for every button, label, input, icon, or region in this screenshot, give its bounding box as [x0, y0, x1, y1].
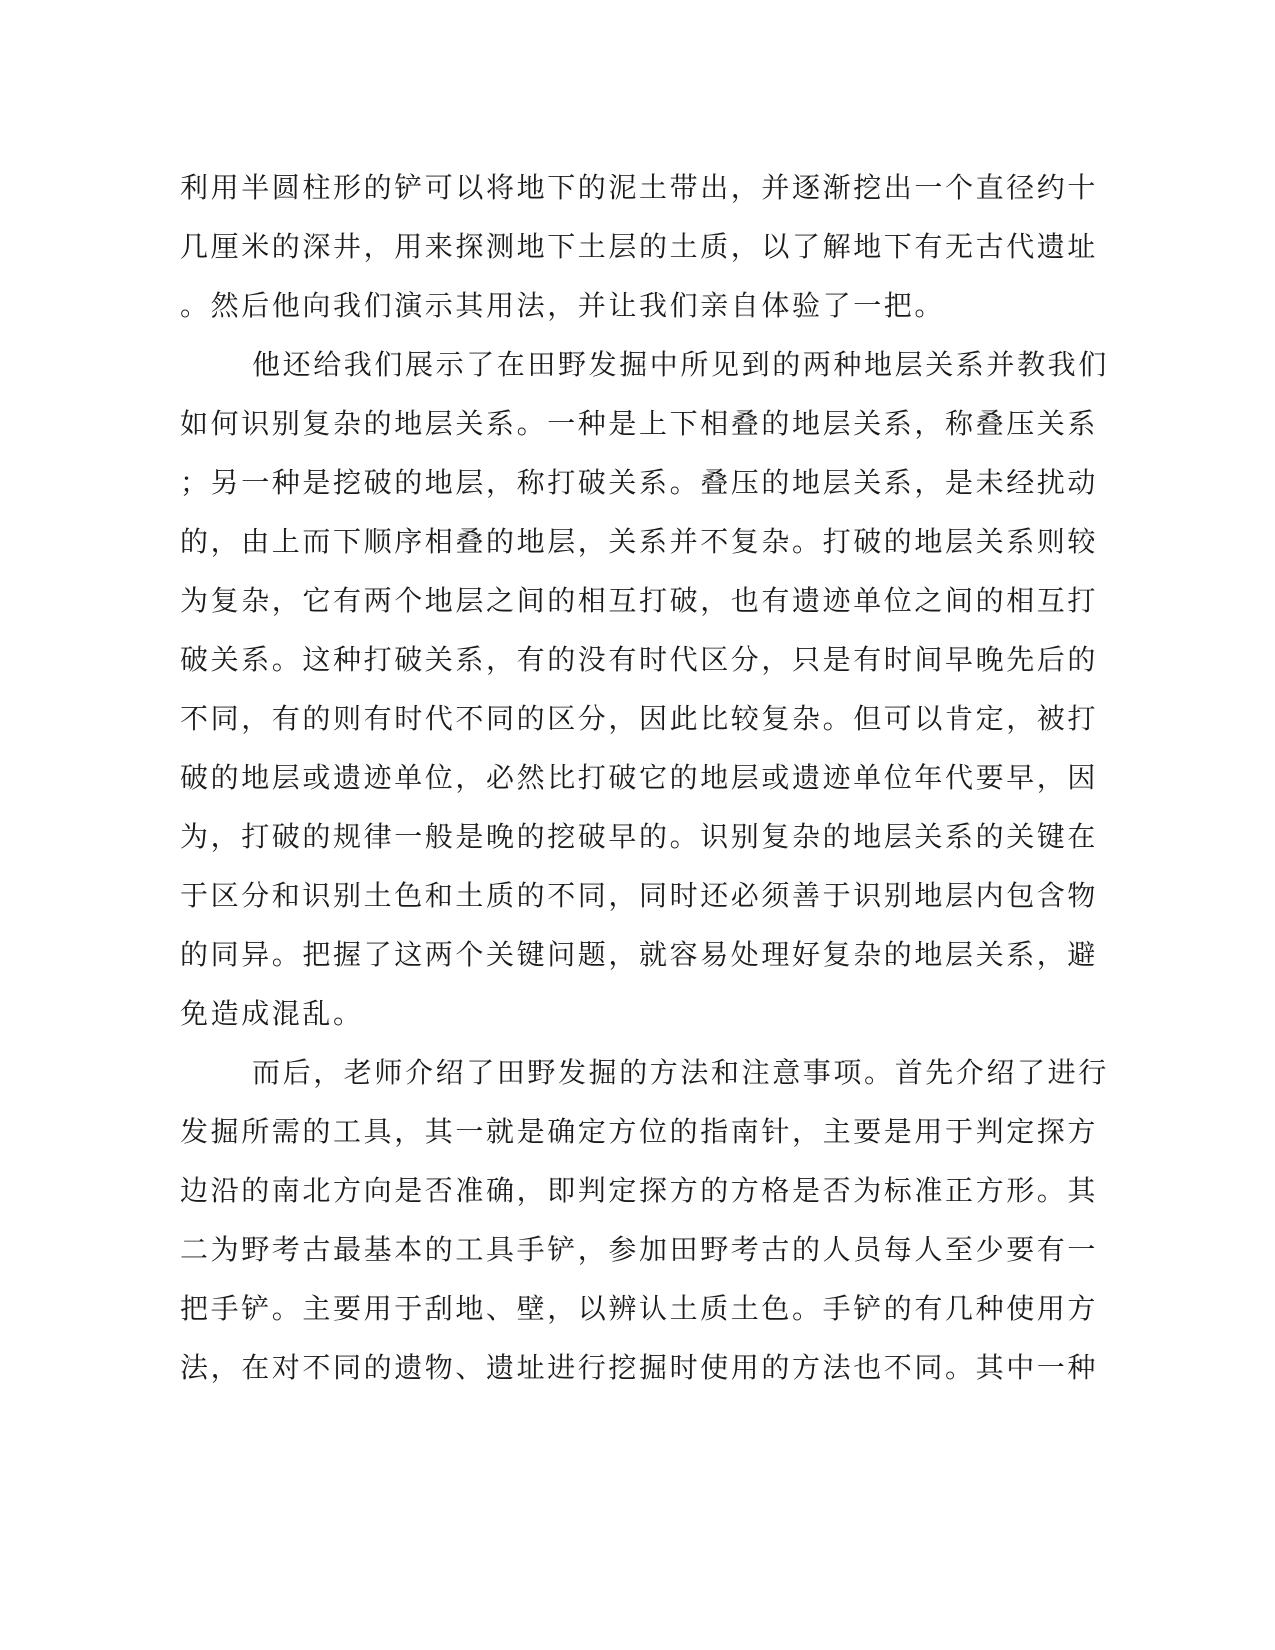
text-line: 法，在对不同的遗物、遗址进行挖掘时使用的方法也不同。其中一种: [180, 1351, 1099, 1384]
text-line: 二为野考古最基本的工具手铲，参加田野考古的人员每人至少要有一: [180, 1233, 1099, 1266]
text-line: 把手铲。主要用于刮地、壁，以辨认土质土色。手铲的有几种使用方: [180, 1292, 1099, 1325]
text-line: 的同异。把握了这两个关键问题，就容易处理好复杂的地层关系，避: [180, 938, 1099, 971]
text-line: 他还给我们展示了在田野发掘中所见到的两种地层关系并教我们: [252, 348, 1109, 381]
text-line: 而后，老师介绍了田野发掘的方法和注意事项。首先介绍了进行: [252, 1056, 1109, 1089]
text-line: 利用半圆柱形的铲可以将地下的泥土带出，并逐渐挖出一个直径约十: [180, 171, 1099, 204]
text-line: 破的地层或遗迹单位，必然比打破它的地层或遗迹单位年代要早，因: [180, 761, 1099, 794]
text-line: 。然后他向我们演示其用法，并让我们亲自体验了一把。: [180, 289, 946, 322]
text-line: ；另一种是挖破的地层，称打破关系。叠压的地层关系，是未经扰动: [180, 466, 1099, 499]
text-line: 几厘米的深井，用来探测地下土层的土质，以了解地下有无古代遗址: [180, 230, 1099, 263]
text-line: 的，由上而下顺序相叠的地层，关系并不复杂。打破的地层关系则较: [180, 525, 1099, 558]
text-line: 于区分和识别土色和土质的不同，同时还必须善于识别地层内包含物: [180, 879, 1099, 912]
text-line: 破关系。这种打破关系，有的没有时代区分，只是有时间早晚先后的: [180, 643, 1099, 676]
body-text: [180, 158, 1109, 1397]
text-line: 边沿的南北方向是否准确，即判定探方的方格是否为标准正方形。其: [180, 1174, 1099, 1207]
text-line: 为，打破的规律一般是晚的挖破早的。识别复杂的地层关系的关键在: [180, 820, 1099, 853]
text-line: 不同，有的则有时代不同的区分，因此比较复杂。但可以肯定，被打: [180, 702, 1099, 735]
text-line: 免造成混乱。: [180, 997, 364, 1030]
text-line: 为复杂，它有两个地层之间的相互打破，也有遗迹单位之间的相互打: [180, 584, 1099, 617]
text-line: 发掘所需的工具，其一就是确定方位的指南针，主要是用于判定探方: [180, 1115, 1099, 1148]
text-line: 如何识别复杂的地层关系。一种是上下相叠的地层关系，称叠压关系: [180, 407, 1099, 440]
